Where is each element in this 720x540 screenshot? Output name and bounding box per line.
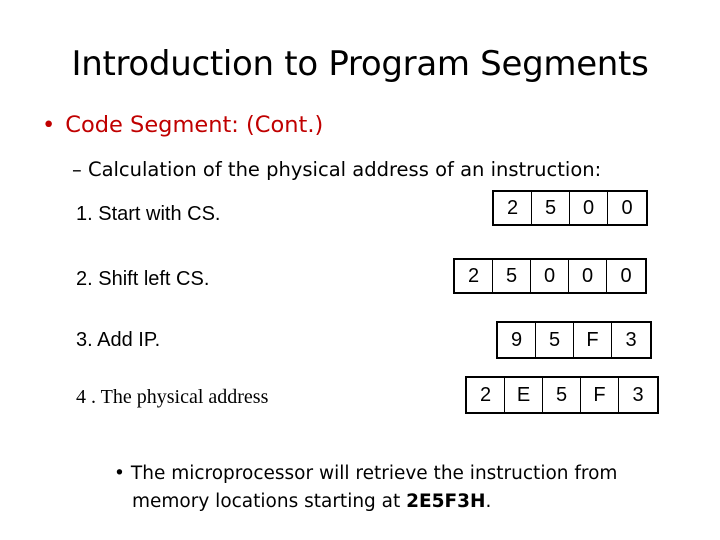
register-digit: 3 bbox=[632, 383, 644, 406]
note-bullet bbox=[114, 460, 617, 516]
register-digit: 9 bbox=[498, 323, 536, 357]
register-digit: 2 bbox=[455, 260, 493, 292]
register-digit: 0 bbox=[531, 260, 569, 292]
register-digit: F bbox=[574, 323, 612, 357]
register-digit: 5 bbox=[543, 378, 581, 412]
step-2-label: 2. Shift left CS. bbox=[76, 268, 210, 290]
register-digit: 2 bbox=[494, 192, 532, 224]
register-digit: E bbox=[505, 378, 543, 412]
register-cs bbox=[492, 190, 648, 226]
register-physical-address bbox=[465, 376, 659, 414]
register-cs-shifted bbox=[453, 258, 647, 294]
note-line-2-suffix: . bbox=[485, 491, 492, 512]
step-4-label: 4 . The physical address bbox=[76, 386, 269, 408]
note-line-2 bbox=[114, 488, 617, 516]
note-marker: • bbox=[114, 463, 125, 484]
register-digit: 0 bbox=[621, 196, 633, 219]
note-line-2-prefix: memory locations starting at bbox=[132, 491, 407, 512]
note-line-1: The microprocessor will retrieve the instruction from bbox=[130, 463, 618, 484]
register-digit: 0 bbox=[570, 192, 608, 224]
step-3-label: 3. Add IP. bbox=[76, 329, 161, 351]
register-digit: 0 bbox=[569, 260, 607, 292]
register-digit: 5 bbox=[532, 192, 570, 224]
bullet-text: Code Segment: (Cont.) bbox=[65, 112, 324, 138]
register-ip bbox=[496, 321, 652, 359]
step-1-label: 1. Start with CS. bbox=[76, 203, 221, 225]
register-digit: F bbox=[581, 378, 619, 412]
register-digit: 2 bbox=[467, 378, 505, 412]
note-address: 2E5F3H bbox=[406, 491, 486, 512]
bullet-marker: • bbox=[42, 112, 56, 138]
slide-title: Introduction to Program Segments bbox=[71, 44, 649, 84]
register-digit: 0 bbox=[620, 264, 632, 287]
bullet-code-segment bbox=[42, 112, 323, 138]
register-digit: 5 bbox=[493, 260, 531, 292]
subbullet-calculation: – Calculation of the physical address of an instruction: bbox=[72, 158, 602, 181]
register-digit: 5 bbox=[536, 323, 574, 357]
register-digit: 3 bbox=[625, 328, 637, 351]
